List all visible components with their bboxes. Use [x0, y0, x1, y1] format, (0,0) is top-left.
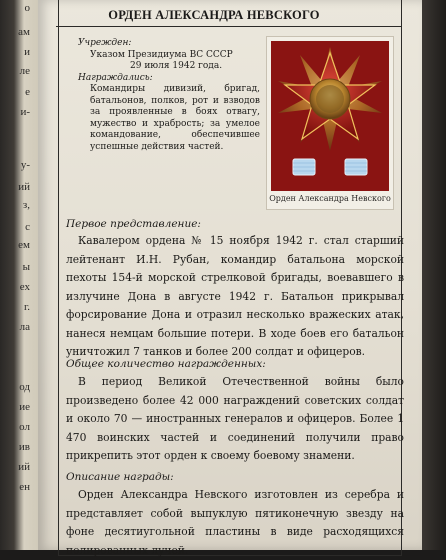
left-fragment: и — [24, 46, 30, 58]
left-fragment: ем — [18, 239, 30, 251]
left-fragment: ле — [19, 65, 30, 77]
page-title: ОРДЕН АЛЕКСАНДРА НЕВСКОГО — [108, 8, 320, 22]
left-fragment: ий — [18, 181, 30, 193]
established-label: Учрежден: — [78, 38, 132, 48]
left-fragment: ам — [18, 26, 30, 38]
first-presentation-label: Первое представление: — [66, 218, 201, 230]
total-awarded-label: Общее количество награжденных: — [66, 358, 266, 370]
left-fragment: ив — [18, 441, 30, 453]
left-fragment: г. — [23, 301, 30, 313]
total-awarded-text: В период Великой Отечественной войны было произведено более 42 000 награждений советских солдат и около 70 — иностранных генералов и офицеров. Более 1 470 воинских частей и соединений получили право прикрепить этот орден к своему боевому знамени. — [66, 375, 404, 462]
left-fragment: ие — [19, 401, 30, 413]
left-fragment: ех — [19, 281, 30, 293]
left-fragment: о — [24, 2, 30, 14]
left-fragment: ол — [19, 421, 30, 433]
left-fragment: ла — [19, 321, 30, 333]
left-fragment: од — [19, 381, 30, 393]
order-photo — [271, 41, 389, 191]
photo-caption: Орден Александра Невского — [269, 194, 391, 203]
description-label: Описание награды: — [66, 471, 174, 483]
left-fragment: с — [25, 221, 30, 233]
right-book-edge — [422, 0, 446, 550]
established-text-2: 29 июля 1942 года. — [130, 61, 223, 71]
left-fragment: е — [25, 86, 30, 98]
left-fragment: и- — [20, 106, 30, 118]
title-divider — [56, 26, 402, 27]
first-presentation-text: Кавалером ордена № 15 ноября 1942 г. стал старший лейтенант И.Н. Рубан, командир батальона морской пехоты 154-й морской стрелковой бригады, воевавшего в излучине Дона в августе 1942 г. Батальон прикрывал форсирование Дона и отразил несколько вражеских атак, нанеся немцам большие потери. В ходе боев его батальон уничтожил 7 танков и более 200 солдат и офицеров. — [66, 234, 404, 358]
order-medal-image — [271, 41, 389, 191]
left-fragment: ен — [19, 481, 30, 493]
established-text-1: Указом Президиума ВС СССР — [90, 49, 233, 60]
left-page-text — [0, 0, 40, 550]
left-fragment: ий — [18, 461, 30, 473]
info-column — [78, 38, 260, 153]
awarded-label: Награждались: — [78, 72, 153, 83]
description-text: Орден Александра Невского изготовлен из серебра и представляет собой выпуклую пятиконечную звезду на фоне десятиугольной пластины в виде расходящихся полированных лучей. — [66, 488, 404, 557]
awarded-text: Командиры дивизий, бригад, батальонов, полков, рот и взводов за проявленные в боях отвагу, мужество и храбрость; за умелое командование, обеспечившее успешные действия частей. — [90, 84, 260, 152]
order-photo-card — [266, 36, 394, 210]
left-fragment: у- — [20, 159, 30, 171]
left-fragment: ы — [22, 261, 30, 273]
left-fragment: з, — [22, 199, 30, 211]
